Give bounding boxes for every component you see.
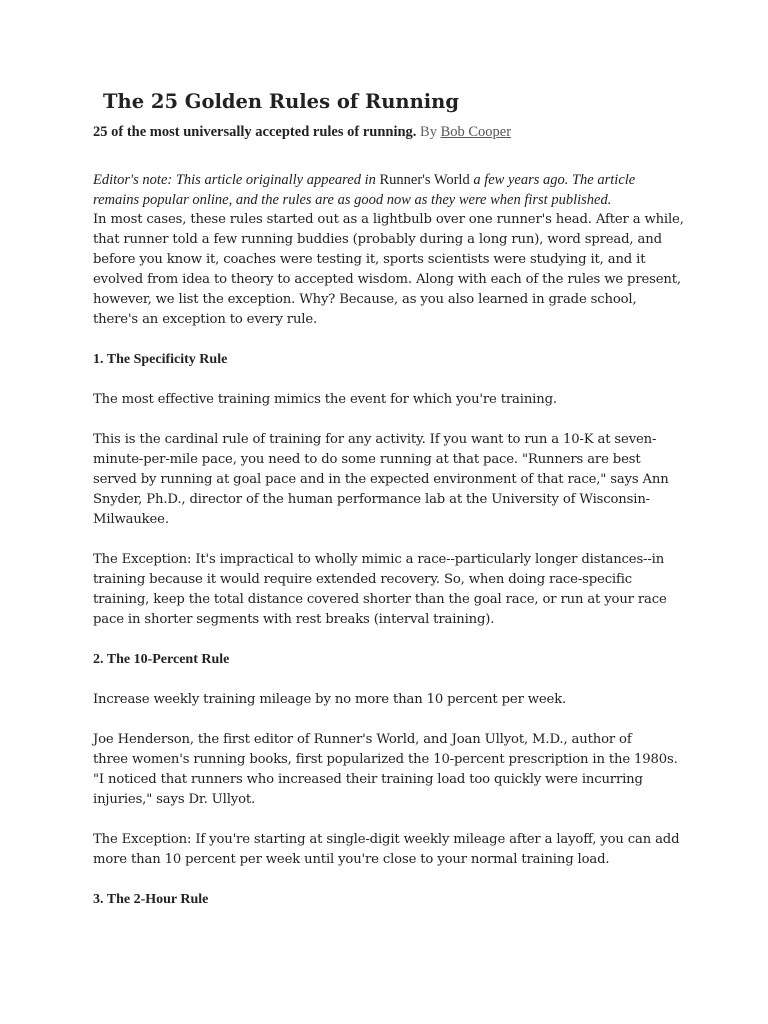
intro-line: before you know it, coaches were testing it, sports scientists were studying it, and it <box>93 252 646 267</box>
editor-note-line2: remains popular online, and the rules are as good now as they were when first published. <box>93 192 612 208</box>
rule-detail-line: minute-per-mile pace, you need to do some running at that pace. "Runners are best <box>93 452 641 467</box>
article-subtitle: 25 of the most universally accepted rules of running. <box>93 124 417 140</box>
rule-detail-line: This is the cardinal rule of training for any activity. If you want to run a 10-K at seven- <box>93 432 657 447</box>
rule-detail-line: Joe Henderson, the first editor of Runner's World, and Joan Ullyot, M.D., author of <box>93 732 632 747</box>
rule-exception-line: The Exception: It's impractical to wholly mimic a race--particularly longer distances--in <box>93 552 665 567</box>
article-byline <box>93 122 679 142</box>
rule-detail-line: three women's running books, first popularized the 10-percent prescription in the 1980s. <box>93 752 678 767</box>
by-label: By <box>420 124 437 140</box>
rule-detail <box>93 730 679 810</box>
rule-detail-line: "I noticed that runners who increased their training load too quickly were incurring <box>93 772 643 787</box>
article <box>93 88 684 910</box>
editor-note-part1: Editor's note: This article originally appeared in <box>93 172 376 188</box>
intro-line: evolved from idea to theory to accepted wisdom. Along with each of the rules we present, <box>93 272 681 287</box>
rule-exception-line: more than 10 percent per week until you're close to your normal training load. <box>93 852 610 867</box>
rule-detail-line: injuries," says Dr. Ullyot. <box>93 792 256 807</box>
rule-heading: 1. The Specificity Rule <box>93 352 228 367</box>
intro-line: there's an exception to every rule. <box>93 312 318 327</box>
rule-detail-line: Snyder, Ph.D., director of the human performance lab at the University of Wisconsin- <box>93 492 650 507</box>
rule-detail <box>93 430 679 530</box>
intro-line: however, we list the exception. Why? Because, as you also learned in grade school, <box>93 292 637 307</box>
rule-summary: Increase weekly training mileage by no more than 10 percent per week. <box>93 692 567 707</box>
rule-exception <box>93 830 679 870</box>
author-link[interactable]: Bob Cooper <box>440 124 512 140</box>
rule-summary: The most effective training mimics the event for which you're training. <box>93 392 557 407</box>
rule-exception-line: training because it would require extended recovery. So, when doing race-specific <box>93 572 633 587</box>
intro-paragraph <box>93 210 684 330</box>
article-title: The 25 Golden Rules of Running <box>103 90 459 113</box>
rule-detail-line: served by running at goal pace and in the expected environment of that race," says Ann <box>93 472 669 487</box>
editor-note <box>93 170 679 210</box>
intro-line: In most cases, these rules started out as a lightbulb over one runner's head. After a while, <box>93 212 684 227</box>
intro-line: that runner told a few running buddies (probably during a long run), word spread, and <box>93 232 662 247</box>
editor-note-publication: Runner's World <box>379 172 470 188</box>
rule-exception <box>93 550 679 630</box>
rule-heading: 3. The 2-Hour Rule <box>93 892 209 907</box>
rule-detail-line: Milwaukee. <box>93 512 169 527</box>
rule-heading: 2. The 10-Percent Rule <box>93 652 230 667</box>
rule-exception-line: training, keep the total distance covered shorter than the goal race, or run at your race <box>93 592 667 607</box>
rule-exception-line: pace in shorter segments with rest breaks (interval training). <box>93 612 495 627</box>
editor-note-part2: a few years ago. The article <box>473 172 636 188</box>
rule-exception-line: The Exception: If you're starting at single-digit weekly mileage after a layoff, you can add <box>93 832 680 847</box>
